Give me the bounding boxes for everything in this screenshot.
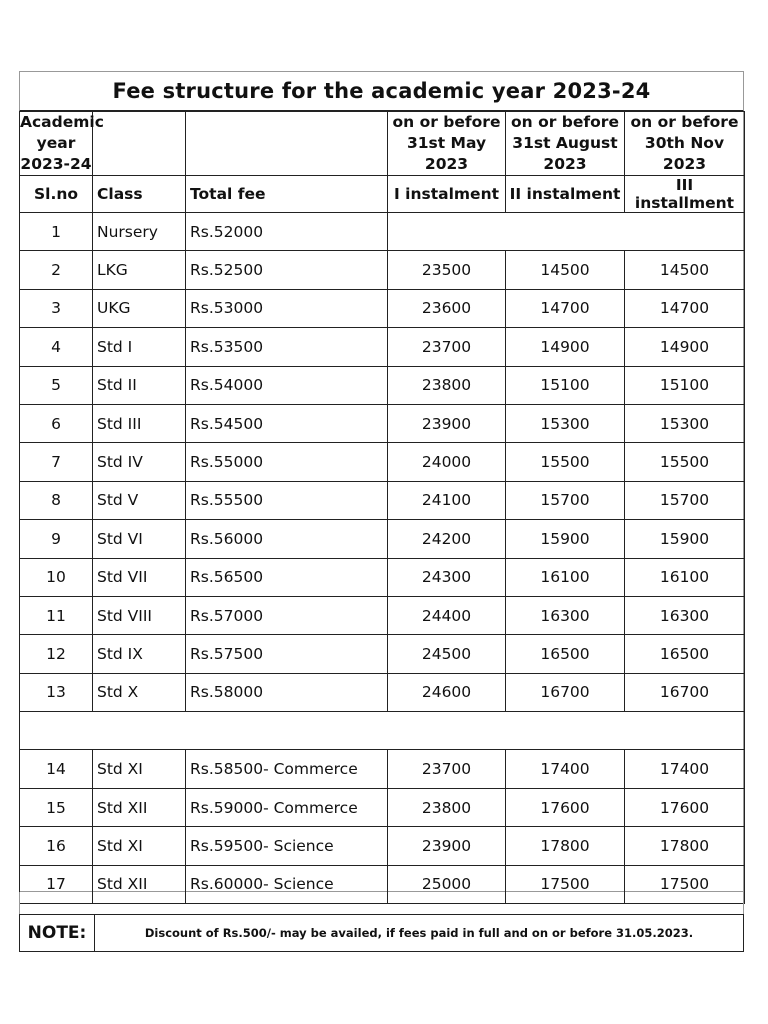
class-cell: Std VI — [93, 520, 186, 558]
slno-cell: 13 — [20, 673, 93, 711]
class-cell: Std IV — [93, 443, 186, 481]
table-row — [20, 404, 745, 442]
class-cell: Std XI — [93, 750, 186, 788]
total-fee-cell: Rs.57500 — [186, 635, 388, 673]
instalment-2-cell: 14500 — [506, 251, 625, 289]
section-gap-cell — [20, 712, 745, 750]
table-row — [20, 673, 745, 711]
note-text: Discount of Rs.500/- may be availed, if fees paid in full and on or before 31.05.2023. — [144, 926, 694, 940]
instalment-1-cell: 23700 — [388, 750, 506, 788]
column-header-slno: Sl.no — [20, 176, 93, 213]
instalment-1-cell: 24200 — [388, 520, 506, 558]
slno-cell: 2 — [20, 251, 93, 289]
instalment-1-cell: 24500 — [388, 635, 506, 673]
class-cell: Std VIII — [93, 596, 186, 634]
table-row — [20, 596, 745, 634]
slno-cell: 10 — [20, 558, 93, 596]
instalment-1-cell: 23900 — [388, 827, 506, 865]
instalment-2-cell: 17600 — [506, 788, 625, 826]
instalment-2-cell: 14900 — [506, 328, 625, 366]
instalment-3-cell: 15900 — [625, 520, 745, 558]
total-fee-cell: Rs.56500 — [186, 558, 388, 596]
table-row — [20, 520, 745, 558]
instalment-1-cell: 23900 — [388, 404, 506, 442]
class-cell: Std XII — [93, 788, 186, 826]
instalment-3-cell: 15100 — [625, 366, 745, 404]
instalment-1-cell: 24300 — [388, 558, 506, 596]
total-fee-cell: Rs.55000 — [186, 443, 388, 481]
instalment-3-cell: 17600 — [625, 788, 745, 826]
header-row-columns — [20, 176, 745, 213]
class-cell: Std X — [93, 673, 186, 711]
instalment-1-cell: 23800 — [388, 788, 506, 826]
instalment-3-cell: 17500 — [625, 865, 745, 903]
class-cell: Nursery — [93, 213, 186, 251]
instalment-1-cell: 24000 — [388, 443, 506, 481]
slno-cell: 7 — [20, 443, 93, 481]
instalment-2-cell: 16700 — [506, 673, 625, 711]
instalment-1-cell: 23700 — [388, 328, 506, 366]
instalment-2-cell: 17500 — [506, 865, 625, 903]
instalment-3-cell: 15700 — [625, 481, 745, 519]
table-row — [20, 788, 745, 826]
table-row — [20, 443, 745, 481]
slno-cell: 6 — [20, 404, 93, 442]
instalment-1-cell: 23800 — [388, 366, 506, 404]
total-fee-cell: Rs.59500- Science — [186, 827, 388, 865]
total-fee-cell: Rs.56000 — [186, 520, 388, 558]
due-date-2: on or before 31st August 2023 — [506, 112, 625, 176]
instalment-2-cell: 16500 — [506, 635, 625, 673]
slno-cell: 11 — [20, 596, 93, 634]
table-row — [20, 366, 745, 404]
instalment-3-cell: 14500 — [625, 251, 745, 289]
total-fee-cell: Rs.53000 — [186, 289, 388, 327]
instalment-3-cell: 16300 — [625, 596, 745, 634]
header-row-dates — [20, 112, 745, 176]
total-fee-cell: Rs.55500 — [186, 481, 388, 519]
page-title: Fee structure for the academic year 2023-24 — [19, 71, 744, 112]
total-fee-cell: Rs.52500 — [186, 251, 388, 289]
total-fee-cell: Rs.53500 — [186, 328, 388, 366]
total-fee-cell: Rs.57000 — [186, 596, 388, 634]
class-cell: Std IX — [93, 635, 186, 673]
instalment-3-cell: 15300 — [625, 404, 745, 442]
column-header-total-fee: Total fee — [186, 176, 388, 213]
note-label: NOTE: — [20, 915, 95, 951]
instalment-3-cell: 15500 — [625, 443, 745, 481]
slno-cell: 14 — [20, 750, 93, 788]
class-cell: Std III — [93, 404, 186, 442]
instalment-3-cell: 16500 — [625, 635, 745, 673]
slno-cell: 12 — [20, 635, 93, 673]
table-row — [20, 213, 745, 251]
instalment-1-cell: 24100 — [388, 481, 506, 519]
instalment-3-cell: 14700 — [625, 289, 745, 327]
instalment-3-cell: 17800 — [625, 827, 745, 865]
note-spacer — [19, 892, 744, 914]
column-header-instalment-2: II instalment — [506, 176, 625, 213]
slno-cell: 9 — [20, 520, 93, 558]
class-cell: Std V — [93, 481, 186, 519]
instalment-3-cell: 17400 — [625, 750, 745, 788]
class-cell: Std II — [93, 366, 186, 404]
slno-cell: 8 — [20, 481, 93, 519]
instalment-2-cell: 14700 — [506, 289, 625, 327]
class-cell: Std I — [93, 328, 186, 366]
slno-cell: 15 — [20, 788, 93, 826]
instalment-2-cell: 15500 — [506, 443, 625, 481]
class-cell: Std VII — [93, 558, 186, 596]
table-row — [20, 750, 745, 788]
note-box — [19, 914, 744, 952]
instalment-3-cell: 16700 — [625, 673, 745, 711]
instalment-3-cell: 14900 — [625, 328, 745, 366]
fee-table — [19, 111, 745, 904]
due-date-3: on or before 30th Nov 2023 — [625, 112, 745, 176]
table-row — [20, 558, 745, 596]
class-cell: LKG — [93, 251, 186, 289]
table-row — [20, 481, 745, 519]
instalment-2-cell: 17400 — [506, 750, 625, 788]
slno-cell: 16 — [20, 827, 93, 865]
total-fee-cell: Rs.54000 — [186, 366, 388, 404]
instalment-merged-cell — [388, 213, 745, 251]
slno-cell: 1 — [20, 213, 93, 251]
instalment-1-cell: 23600 — [388, 289, 506, 327]
total-fee-cell: Rs.52000 — [186, 213, 388, 251]
slno-cell: 5 — [20, 366, 93, 404]
section-gap-row — [20, 712, 745, 750]
academic-year-label: Academic year 2023-24 — [20, 112, 93, 176]
instalment-3-cell: 16100 — [625, 558, 745, 596]
table-row — [20, 827, 745, 865]
class-cell: UKG — [93, 289, 186, 327]
instalment-2-cell: 15700 — [506, 481, 625, 519]
instalment-2-cell: 15100 — [506, 366, 625, 404]
table-row — [20, 251, 745, 289]
due-date-1: on or before 31st May 2023 — [388, 112, 506, 176]
column-header-instalment-3: III installment — [625, 176, 745, 213]
instalment-1-cell: 25000 — [388, 865, 506, 903]
instalment-1-cell: 23500 — [388, 251, 506, 289]
column-header-class: Class — [93, 176, 186, 213]
table-row — [20, 635, 745, 673]
instalment-2-cell: 17800 — [506, 827, 625, 865]
instalment-2-cell: 15900 — [506, 520, 625, 558]
slno-cell: 4 — [20, 328, 93, 366]
table-row — [20, 289, 745, 327]
class-cell: Std XI — [93, 827, 186, 865]
total-fee-cell: Rs.58500- Commerce — [186, 750, 388, 788]
instalment-1-cell: 24400 — [388, 596, 506, 634]
column-header-instalment-1: I instalment — [388, 176, 506, 213]
total-fee-cell: Rs.59000- Commerce — [186, 788, 388, 826]
empty-header-cell — [186, 112, 388, 176]
total-fee-cell: Rs.54500 — [186, 404, 388, 442]
instalment-1-cell: 24600 — [388, 673, 506, 711]
class-cell: Std XII — [93, 865, 186, 903]
empty-header-cell — [93, 112, 186, 176]
table-row — [20, 328, 745, 366]
instalment-2-cell: 16100 — [506, 558, 625, 596]
slno-cell: 3 — [20, 289, 93, 327]
total-fee-cell: Rs.60000- Science — [186, 865, 388, 903]
instalment-2-cell: 16300 — [506, 596, 625, 634]
instalment-2-cell: 15300 — [506, 404, 625, 442]
total-fee-cell: Rs.58000 — [186, 673, 388, 711]
slno-cell: 17 — [20, 865, 93, 903]
